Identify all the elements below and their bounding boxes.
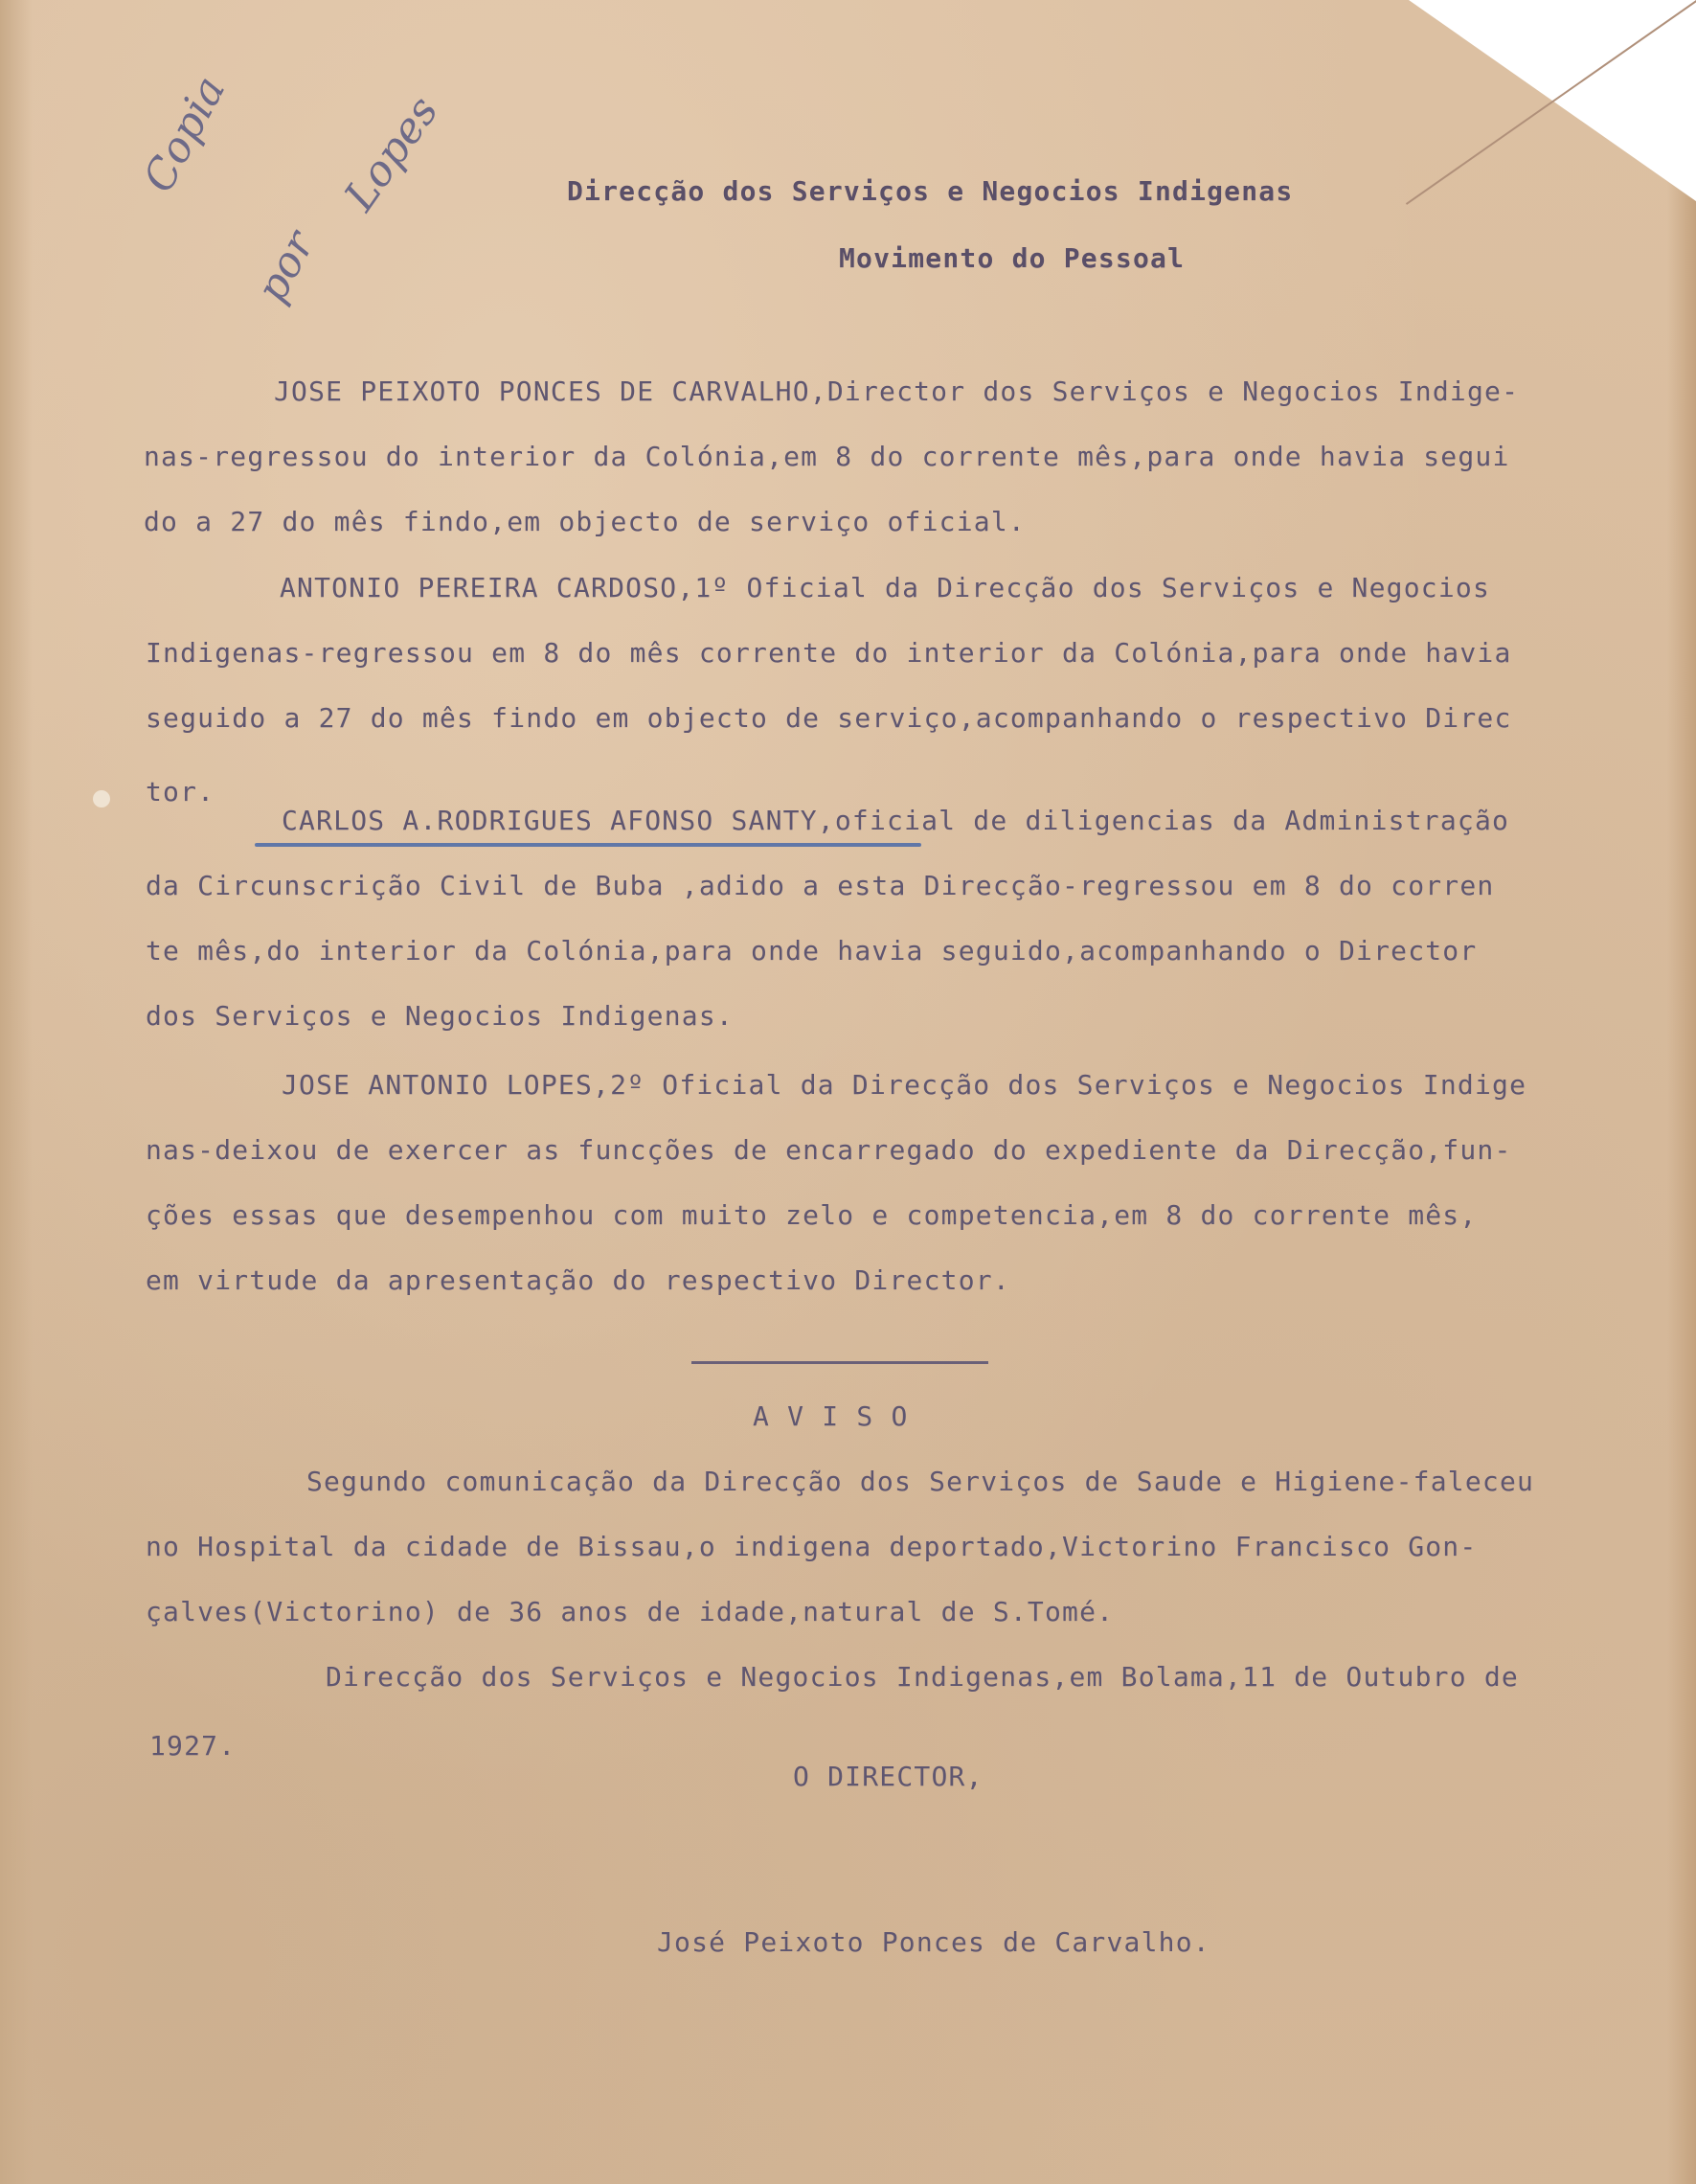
body-line: ANTONIO PEREIRA CARDOSO,1º Oficial da Direcção dos Serviços e Negocios: [280, 572, 1491, 603]
margin-note-word-1: Copia: [134, 68, 236, 200]
section-divider: [691, 1361, 988, 1364]
aviso-line: çalves(Victorino) de 36 anos de idade,natural de S.Tomé.: [146, 1596, 1115, 1627]
pencil-underline: [255, 843, 921, 847]
body-line: ções essas que desempenhou com muito zelo e competencia,em 8 do corrente mês,: [146, 1199, 1478, 1231]
body-line: JOSE PEIXOTO PONCES DE CARVALHO,Director dos Serviços e Negocios Indige-: [274, 375, 1520, 407]
body-line: JOSE ANTONIO LOPES,2º Oficial da Direcção dos Serviços e Negocios Indige: [282, 1069, 1527, 1101]
body-line: nas-deixou de exercer as funcções de encarregado do expediente da Direcção,fun-: [146, 1134, 1512, 1166]
punch-hole: [93, 790, 110, 808]
closing-year: 1927.: [149, 1730, 237, 1762]
page-edge-left: [0, 0, 33, 2184]
page-edge-right: [1667, 0, 1696, 2184]
margin-note-word-2: por: [247, 223, 325, 310]
body-line: nas-regressou do interior da Colónia,em 8 do corrente mês,para onde havia segui: [144, 441, 1510, 472]
aviso-title: A V I S O: [753, 1400, 909, 1432]
signature-role: O DIRECTOR,: [793, 1761, 984, 1792]
aviso-line: Segundo comunicação da Direcção dos Serviços de Saude e Higiene-faleceu: [306, 1466, 1535, 1497]
closing-place-date: Direcção dos Serviços e Negocios Indigenas,em Bolama,11 de Outubro de: [326, 1661, 1519, 1693]
body-line: Indigenas-regressou em 8 do mês corrente do interior da Colónia,para onde havia: [146, 637, 1512, 669]
document-title: Direcção dos Serviços e Negocios Indigenas: [567, 175, 1294, 207]
aviso-line: no Hospital da cidade de Bissau,o indigena deportado,Victorino Francisco Gon-: [146, 1531, 1478, 1562]
body-line: da Circunscrição Civil de Buba ,adido a esta Direcção-regressou em 8 do corren: [146, 870, 1495, 901]
signatory-name: José Peixoto Ponces de Carvalho.: [657, 1926, 1210, 1958]
body-line: seguido a 27 do mês findo em objecto de serviço,acompanhando o respectivo Direc: [146, 702, 1512, 734]
body-line: CARLOS A.RODRIGUES AFONSO SANTY,oficial de diligencias da Administração: [282, 805, 1510, 836]
body-line: tor.: [146, 776, 215, 808]
body-line: dos Serviços e Negocios Indigenas.: [146, 1000, 734, 1032]
margin-note-word-3: Lopes: [335, 87, 448, 220]
body-line: em virtude da apresentação do respectivo Director.: [146, 1264, 1010, 1296]
document-subtitle: Movimento do Pessoal: [839, 242, 1186, 274]
body-line: do a 27 do mês findo,em objecto de serviço oficial.: [144, 506, 1026, 537]
body-line: te mês,do interior da Colónia,para onde havia seguido,acompanhando o Director: [146, 935, 1478, 967]
